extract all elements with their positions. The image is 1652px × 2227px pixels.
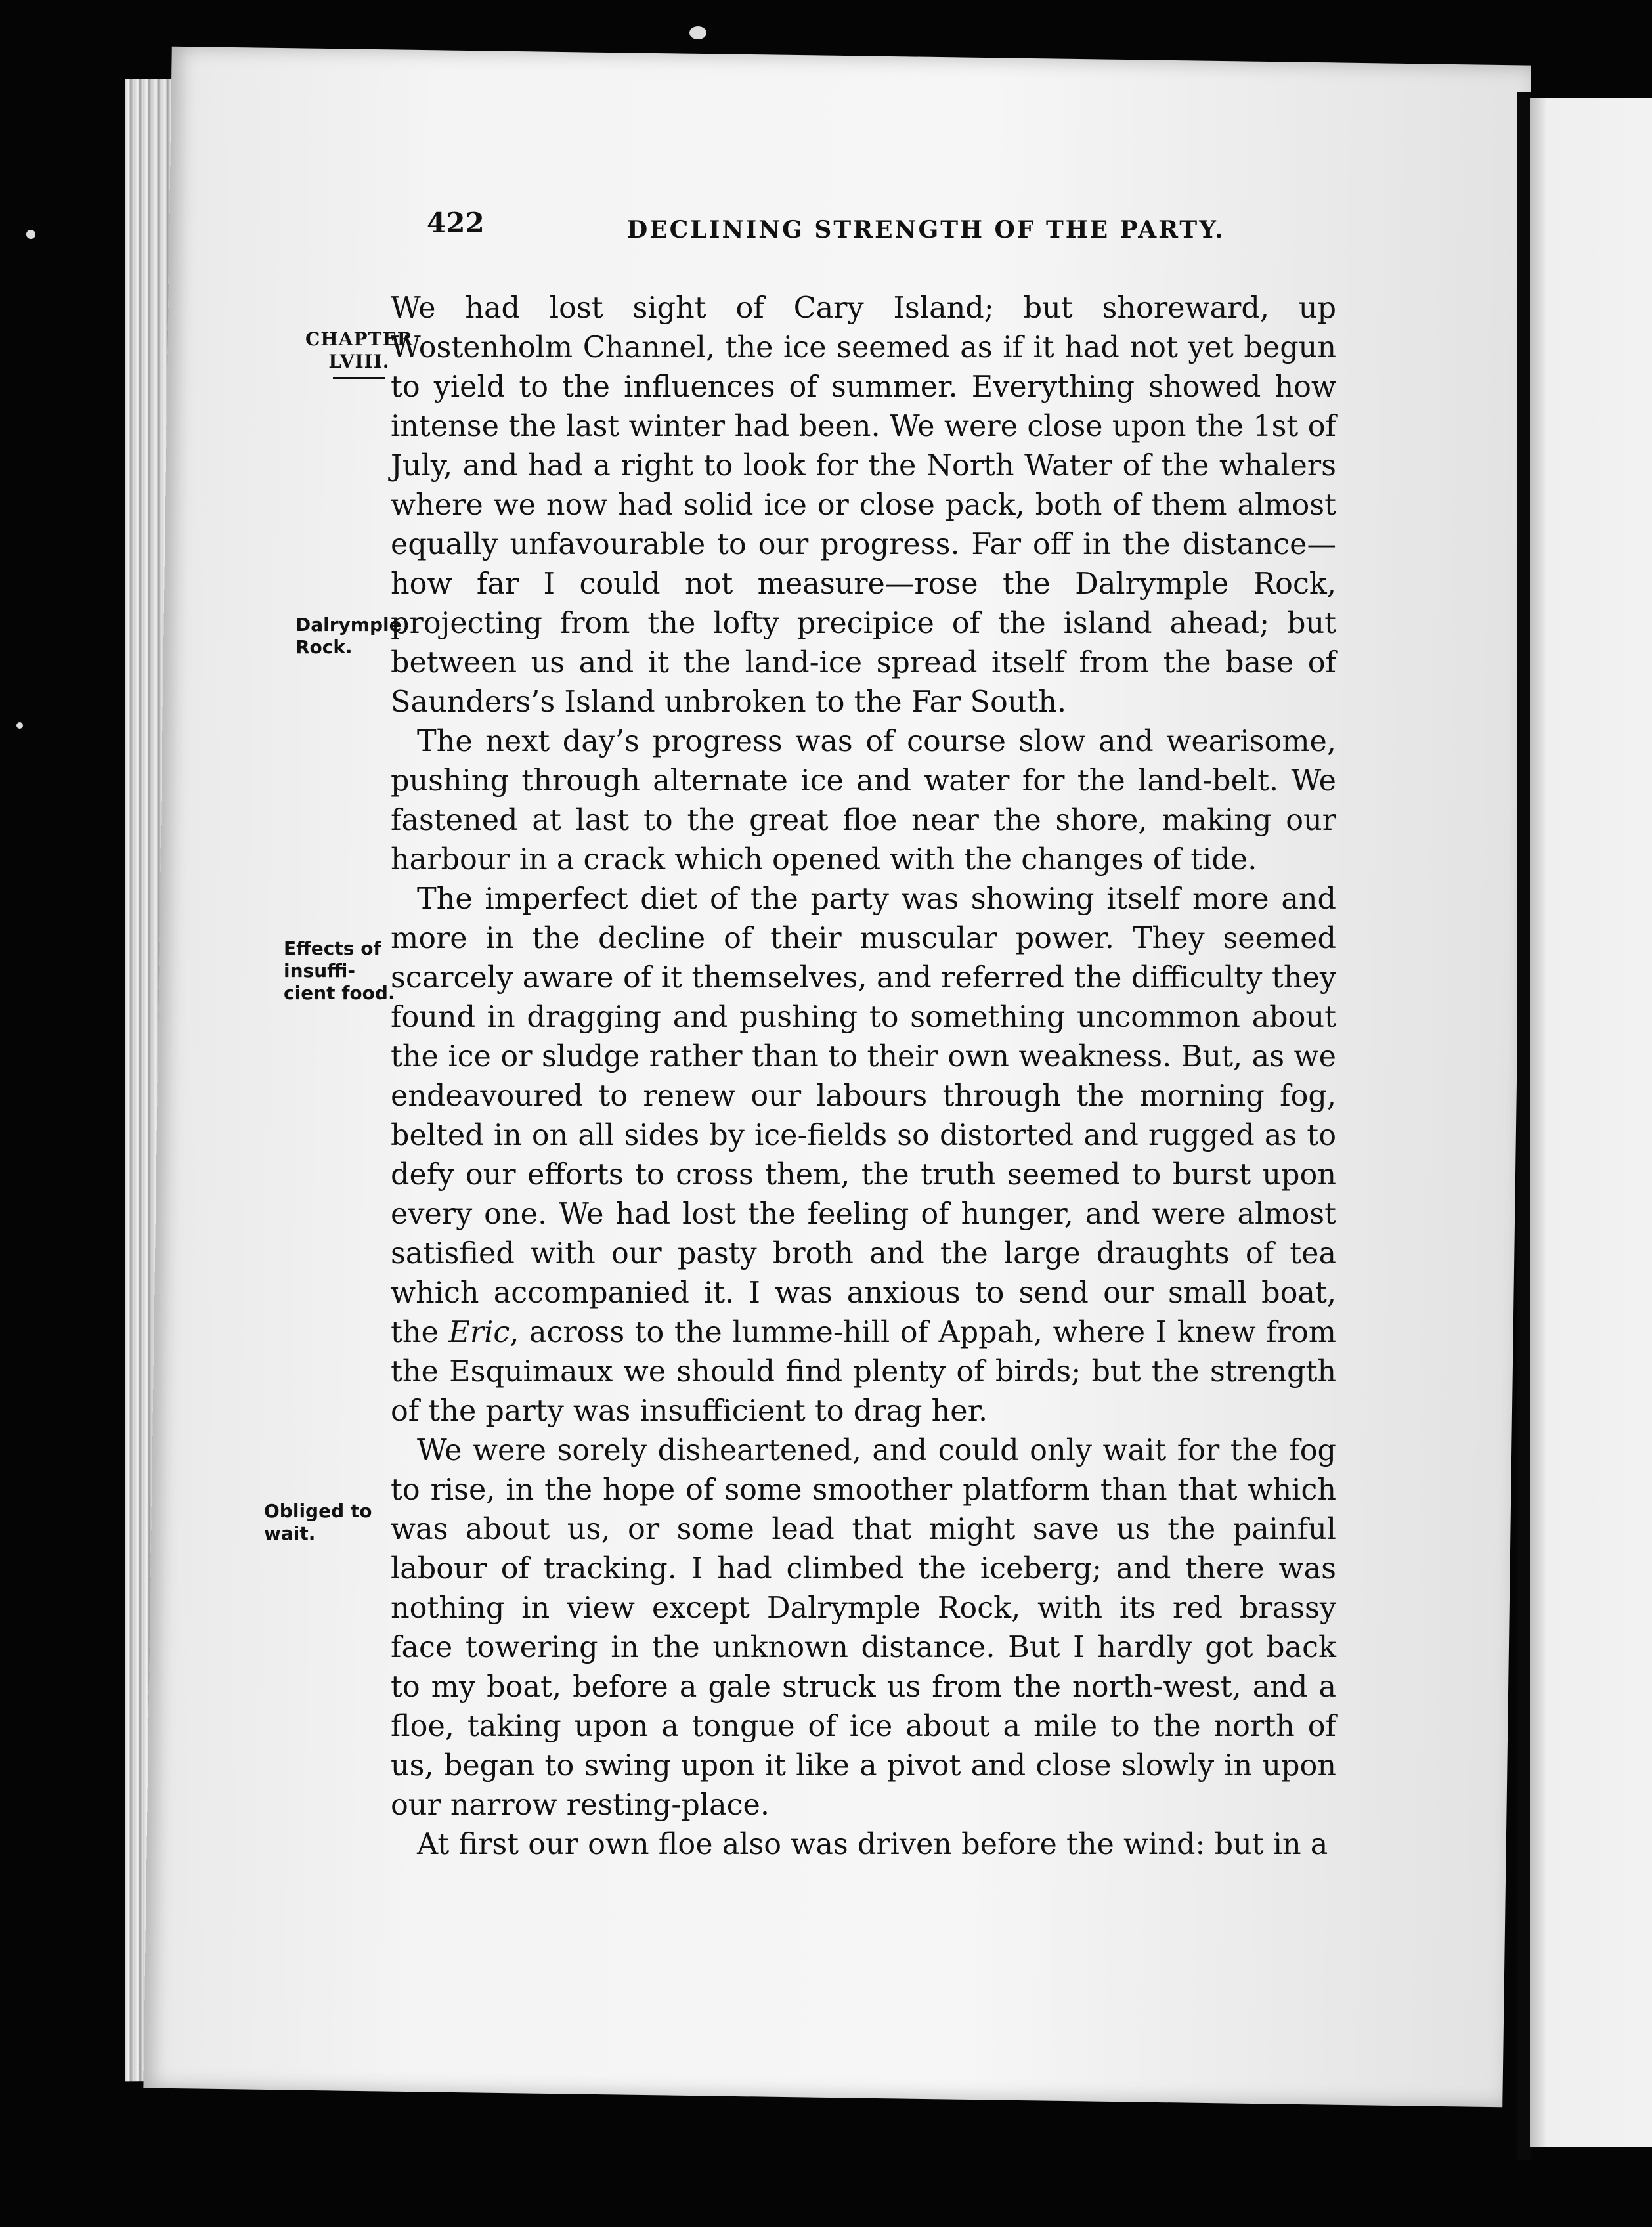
chapter-rule [333,377,385,379]
paragraph-2: The next day’s progress was of course slow and wearisome, pushing through alternate ice and water for the land-belt. We fastened at last to the great floe near the shore, making our harbour in a crack which opened with the changes of tide. [391,725,1336,876]
margin-note-effects [284,938,395,1005]
margin-note-line: wait. [264,1523,316,1544]
page-number: 422 [427,207,485,239]
paragraph-1: We had lost sight of Cary Island; but shoreward, up Wostenholm Channel, the ice seemed as if it had not yet begun to yield to the influences of summer. Everything showed how intense the last winter had been. We were close upon the 1st of July, and had a right to look for the North Water of the whalers where we now had solid ice or close pack, both of them almost equally unfavourable to our progress. Far off in the distance—how far I could not measure—rose the Dalrymple Rock, projecting from the lofty precipice of the island ahead; but between us and it the land-ice spread itself from the base of Saunders’s Island unbroken to the Far South. [391,292,1336,719]
margin-note-dalrymple [295,614,402,659]
margin-note-obliged [264,1500,372,1545]
dust-speck [26,230,35,239]
chapter-number: LVIII. [328,351,390,372]
margin-note-line: Rock. [295,636,353,658]
boat-name: Eric [448,1316,510,1349]
margin-note-line: Obliged to [264,1500,372,1522]
paragraph-3-text: The imperfect diet of the party was showing itself more and more in the decline of their muscular power. They seemed scarcely aware of it themselves, and referred the difficulty they found in dragging and pushing to something uncommon about the ice or sludge rather than to their own weakness. But, as we endeavoured to renew our labours through the morning fog, belted in on all sides by ice-fields so distorted and rugged as to defy our efforts to cross them, the truth seemed to burst upon every one. We had lost the feeling of hunger, and were almost satisfied with our pasty broth and the large draughts of tea which accompanied it. I was anxious to send our small boat, the [391,882,1336,1349]
page-header [259,207,1389,253]
dust-speck [16,722,23,729]
paragraph-4: We were sorely disheartened, and could only wait for the fog to rise, in the hope of some smoother platform than that which was about us, or some lead that might save us the painful labour of tracking. I had climbed the iceberg; and there was nothing in view except Dalrymple Rock, with its red brassy face towering in the unknown distance. But I hardly got back to my boat, before a gale struck us from the north-west, and a floe, taking upon a tongue of ice about a mile to the north of us, began to swing upon it like a pivot and close slowly in upon our narrow resting-place. [391,1434,1336,1822]
margin-note-line: cient food. [284,982,395,1004]
margin-note-line: Effects of [284,938,381,959]
book-gutter [1517,92,1531,2160]
facing-page-edge [1530,98,1652,2147]
body-text [391,289,1336,1865]
chapter-label: CHAPTER [305,328,413,350]
paragraph-3-text-cont: , across to the lumme-hill of Appah, where I knew from the Esquimaux we should find plenty of birds; but the strength of the party was insufficient to drag her. [391,1316,1337,1428]
running-head: DECLINING STRENGTH OF THE PARTY. [627,216,1225,244]
margin-note-line: insuffi- [284,960,355,982]
dust-speck [689,26,706,39]
margin-note-line: Dalrymple [295,614,402,636]
paragraph-5: At first our own floe also was driven before the wind: but in a [417,1828,1328,1861]
paragraph-3 [391,880,1336,1431]
